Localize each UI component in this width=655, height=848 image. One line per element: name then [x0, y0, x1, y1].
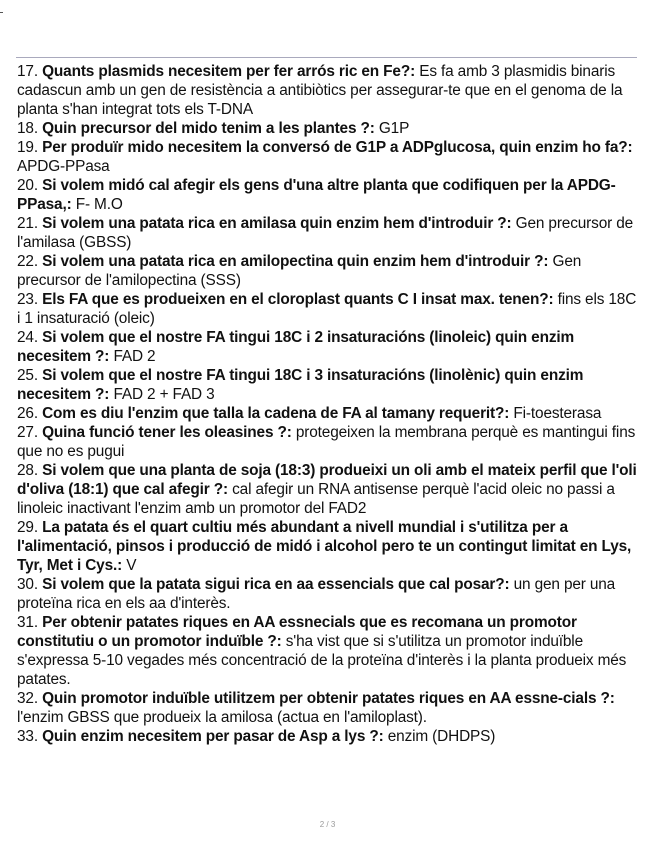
question-item [17, 138, 640, 176]
question-text: La patata és el quart cultiu més abundant a nivell mundial i s'utilitza per a l'alimentació, pinsos i producció de midó i alcohol pero te un contingut limitat en Lys, Tyr, Met i Cys.: [17, 519, 632, 574]
question-number: 25. [17, 367, 38, 384]
answer-text: FAD 2 [113, 348, 156, 365]
question-text: Si volem una patata rica en amilopectina quin enzim hem d'introduir ?: [42, 253, 549, 270]
question-text: Els FA que es produeixen en el cloroplast quants C I insat max. tenen?: [42, 291, 554, 308]
answer-text: s'ha vist que si s'utilitza un promotor induïble s'expressa 5-10 vegades més concentració de la proteïna d'interès i la planta produeix més patates. [17, 633, 627, 688]
answer-text: cal afegir un RNA antisense perquè l'acid oleic no passi a linoleic inactivant l'enzim amb un promotor del FAD2 [17, 481, 615, 517]
question-text: Quin enzim necesitem per pasar de Asp a lys ?: [42, 728, 384, 745]
question-number: 18. [17, 120, 38, 137]
answer-text: G1P [378, 120, 410, 137]
question-number: 31. [17, 614, 38, 631]
question-text: Si volem que el nostre FA tingui 18C i 3 insaturacións (linolènic) quin enzim necesitem ?: [17, 367, 584, 403]
question-number: 22. [17, 253, 38, 270]
question-number: 23. [17, 291, 38, 308]
question-text: Quin promotor induïble utilitzem per obtenir patates riques en AA essne-cials ?: [42, 690, 615, 707]
question-list [17, 62, 640, 746]
question-item [17, 461, 640, 518]
question-text: Si volem que el nostre FA tingui 18C i 2 insaturacións (linoleic) quin enzim necesitem ?: [17, 329, 575, 365]
corner-mark [0, 12, 3, 13]
question-number: 19. [17, 139, 38, 156]
answer-text: Es fa amb 3 plasmidis binaris cadascun amb un gen de resistència a antibiòtics per assegurar-te que en el genoma de la planta s'han integrat tots els T-DNA [17, 63, 623, 118]
question-text: Si volem midó cal afegir els gens d'una altre planta que codifiquen per la APDG-PPasa,: [17, 177, 616, 213]
question-number: 21. [17, 215, 38, 232]
answer-text: Gen precursor de l'amilopectina (SSS) [17, 253, 582, 289]
question-item [17, 176, 640, 214]
question-item [17, 62, 640, 119]
question-number: 28. [17, 462, 38, 479]
question-item [17, 613, 640, 689]
question-item [17, 575, 640, 613]
header-rule [16, 57, 637, 58]
answer-text: Gen precursor de l'amilasa (GBSS) [17, 215, 634, 251]
question-item [17, 518, 640, 575]
question-item [17, 252, 640, 290]
question-item [17, 689, 640, 727]
question-item [17, 290, 640, 328]
question-number: 33. [17, 728, 38, 745]
question-text: Quina funció tener les oleasines ?: [42, 424, 292, 441]
question-item [17, 214, 640, 252]
question-item [17, 404, 640, 423]
question-number: 27. [17, 424, 38, 441]
question-text: Quin precursor del mido tenim a les plantes ?: [42, 120, 375, 137]
question-text: Per obtenir patates riques en AA essnecials que es recomana un promotor constitutiu o un promotor induïble ?: [17, 614, 577, 650]
question-number: 26. [17, 405, 38, 422]
answer-text: V [126, 557, 137, 574]
question-item [17, 119, 640, 138]
answer-text: Fi-toesterasa [513, 405, 602, 422]
question-number: 17. [17, 63, 38, 80]
answer-text: enzim (DHDPS) [387, 728, 496, 745]
question-number: 29. [17, 519, 38, 536]
question-item [17, 423, 640, 461]
question-item [17, 328, 640, 366]
question-text: Si volem que la patata sigui rica en aa essencials que cal posar?: [42, 576, 510, 593]
answer-text: FAD 2 + FAD 3 [113, 386, 215, 403]
question-text: Per produïr mido necesitem la conversó de G1P a ADPglucosa, quin enzim ho fa?: [42, 139, 633, 156]
answer-text: protegeixen la membrana perquè es mantingui fins que no es pugui [17, 424, 636, 460]
answer-text: F- M.O [75, 196, 123, 213]
question-text: Si volem una patata rica en amilasa quin enzim hem d'introduir ?: [42, 215, 512, 232]
question-text: Quants plasmids necesitem per fer arrós ric en Fe?: [42, 63, 416, 80]
question-text: Com es diu l'enzim que talla la cadena de FA al tamany requerit?: [42, 405, 510, 422]
question-number: 20. [17, 177, 38, 194]
answer-text: l'enzim GBSS que produeix la amilosa (actua en l'amiloplast). [17, 709, 427, 726]
answer-text: APDG-PPasa [17, 158, 110, 175]
answer-text: fins els 18C i 1 insaturació (oleic) [17, 291, 637, 327]
question-number: 32. [17, 690, 38, 707]
question-item [17, 366, 640, 404]
question-item [17, 727, 640, 746]
answer-text: un gen per una proteïna rica en els aa d'interès. [17, 576, 616, 612]
question-number: 24. [17, 329, 38, 346]
question-number: 30. [17, 576, 38, 593]
question-text: Si volem que una planta de soja (18:3) produeixi un oli amb el mateix perfil que l'oli d'oliva (18:1) que cal afegir ?: [17, 462, 637, 498]
page-number: 2 / 3 [319, 820, 336, 829]
